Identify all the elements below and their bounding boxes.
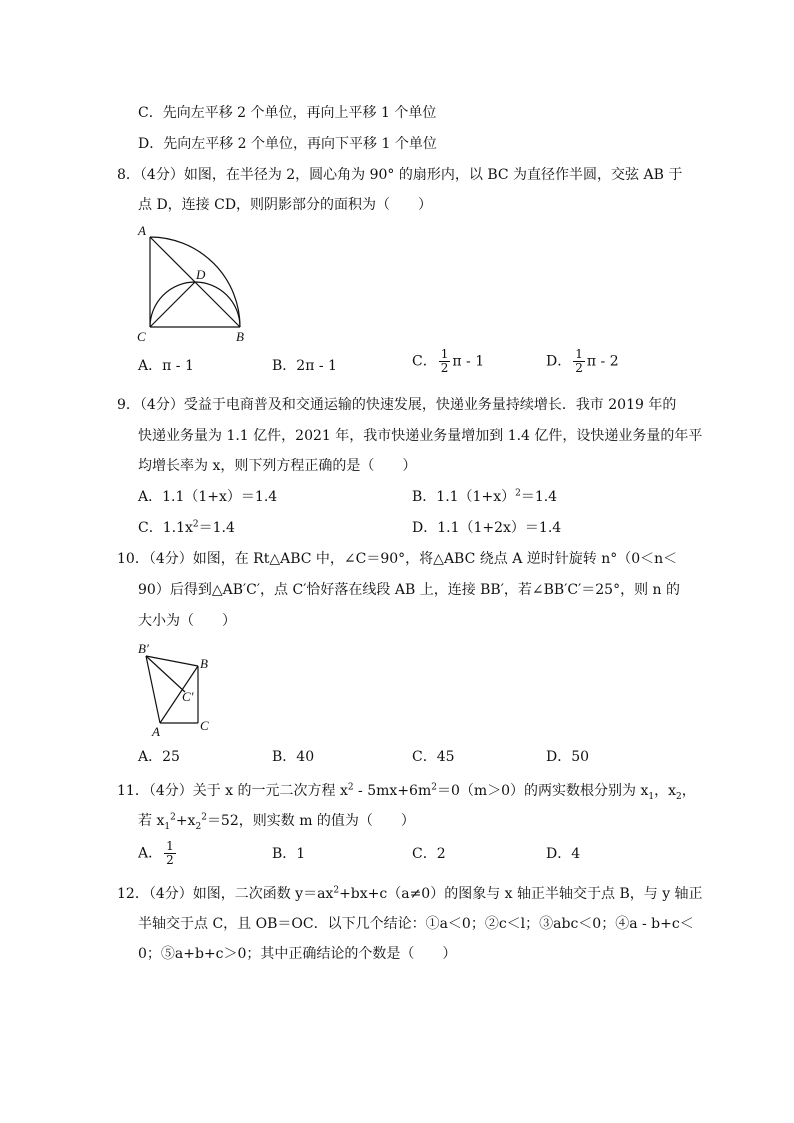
- q10-figure: [134, 640, 224, 740]
- q8-option-d-suffix: π - 2: [586, 353, 619, 370]
- q8-option-c-fraction: $\frac{1}{2}$: [440, 347, 449, 375]
- q8-label-c: C: [137, 329, 146, 344]
- q10-segment-bpa: [146, 656, 160, 723]
- q8-label-d: D: [196, 267, 206, 282]
- q7-option-c: C．先向左平移 2 个单位，再向上平移 1 个单位: [138, 105, 437, 121]
- q11-option-d: D．4: [546, 846, 581, 862]
- q11-stem-line1: 11．（4分）关于 x 的一元二次方程 $x^2 - 5mx+6m^2=0(m>0)$的两实数根分别为 $x_1$，$x_2$，: [117, 782, 696, 802]
- q11-option-c: C．2: [412, 846, 446, 862]
- q9-stem-line2: 快递业务量为 1.1 亿件，2021 年，我市快递业务量增加到 1.4 亿件，设快递业务量的年平: [138, 428, 703, 444]
- q10-label-a: A: [152, 724, 160, 739]
- q8-option-b: B．2π - 1: [272, 358, 337, 374]
- q12-stem-line3: 0；⑤a+b+c＞0；其中正确结论的个数是（ ）: [138, 946, 457, 962]
- q11-option-a: A． $\frac{1}{2}$: [138, 839, 174, 867]
- q8-label-b: B: [236, 329, 244, 344]
- q9-stem-line1: 9．（4分）受益于电商普及和交通运输的快速发展，快递业务量持续增长．我市 2019 年的: [117, 397, 677, 413]
- q10-segment-bpb: [146, 656, 198, 666]
- q8-stem-line1: 8．（4分）如图，在半径为 2，圆心角为 90° 的扇形内，以 BC 为直径作半圆，交弦 AB 于: [117, 167, 683, 183]
- q10-option-b: B．40: [272, 749, 315, 765]
- q8-option-d: [546, 348, 619, 375]
- q10-option-d: D．50: [546, 749, 590, 765]
- q9-option-a: A．1.1（1+x）＝1.4: [138, 489, 278, 505]
- q8-stem-line2: 点 D，连接 CD，则阴影部分的面积为（ ）: [138, 197, 433, 213]
- q8-option-c-prefix: C．: [412, 353, 437, 370]
- q12-stem-line1: 12．（4分）如图，二次函数 $y=ax^2+bx+c(a\ne 0)$的图象与 x 轴正半轴交于点 B，与 y 轴正: [117, 885, 703, 902]
- q10-stem-line2: 90）后得到△AB′C′，点 C′恰好落在线段 AB 上，连接 BB′，若∠BB′C′＝25°，则 n 的: [138, 582, 680, 598]
- q9-option-d: D．1.1（1+2x）＝1.4: [412, 520, 562, 536]
- q11-option-a-fraction: $\frac{1}{2}$: [166, 839, 174, 867]
- q10-label-cprime: C′: [182, 689, 194, 704]
- q8-label-a: A: [138, 223, 146, 238]
- q10-stem-line3: 大小为（ ）: [138, 613, 236, 629]
- q12-stem-line2: 半轴交于点 C，且 OB＝OC．以下几个结论：①a＜0；②c＜l；③abc＜0；④a - b+c＜: [138, 916, 694, 932]
- q11-stem-line2: 若 $x_1^2+x_2^2=52$，则实数 m 的值为（ ）: [138, 812, 415, 832]
- q9-option-c: C．$1.1x^2=1.4$: [138, 519, 235, 536]
- q7-option-d: D．先向左平移 2 个单位，再向下平移 1 个单位: [138, 136, 437, 152]
- q9-stem-line3: 均增长率为 x，则下列方程正确的是（ ）: [138, 458, 417, 474]
- q10-label-b: B: [200, 656, 208, 671]
- q8-option-d-prefix: D．: [546, 353, 572, 370]
- q10-option-c: C．45: [412, 749, 455, 765]
- q10-stem-line1: 10．（4分）如图，在 Rt△ABC 中，∠C＝90°，将△ABC 绕点 A 逆时针旋转 n°（0＜n＜: [117, 551, 678, 567]
- q9-option-b: B．$1.1(1+x)^2=1.4$: [412, 488, 558, 505]
- q8-option-d-fraction: $\frac{1}{2}$: [575, 347, 583, 375]
- q11-option-b: B．1: [272, 846, 306, 862]
- q10-label-bprime: B′: [138, 641, 149, 656]
- q10-label-c: C: [200, 718, 209, 733]
- q10-option-a: A．25: [138, 749, 180, 765]
- q8-option-c-suffix: π - 1: [452, 353, 485, 370]
- q8-figure: [136, 224, 256, 344]
- q8-segment-cd: [150, 282, 195, 327]
- q8-option-c: [412, 348, 484, 375]
- q8-option-a: A．π - 1: [138, 358, 194, 374]
- q8-semicircle: [150, 282, 240, 327]
